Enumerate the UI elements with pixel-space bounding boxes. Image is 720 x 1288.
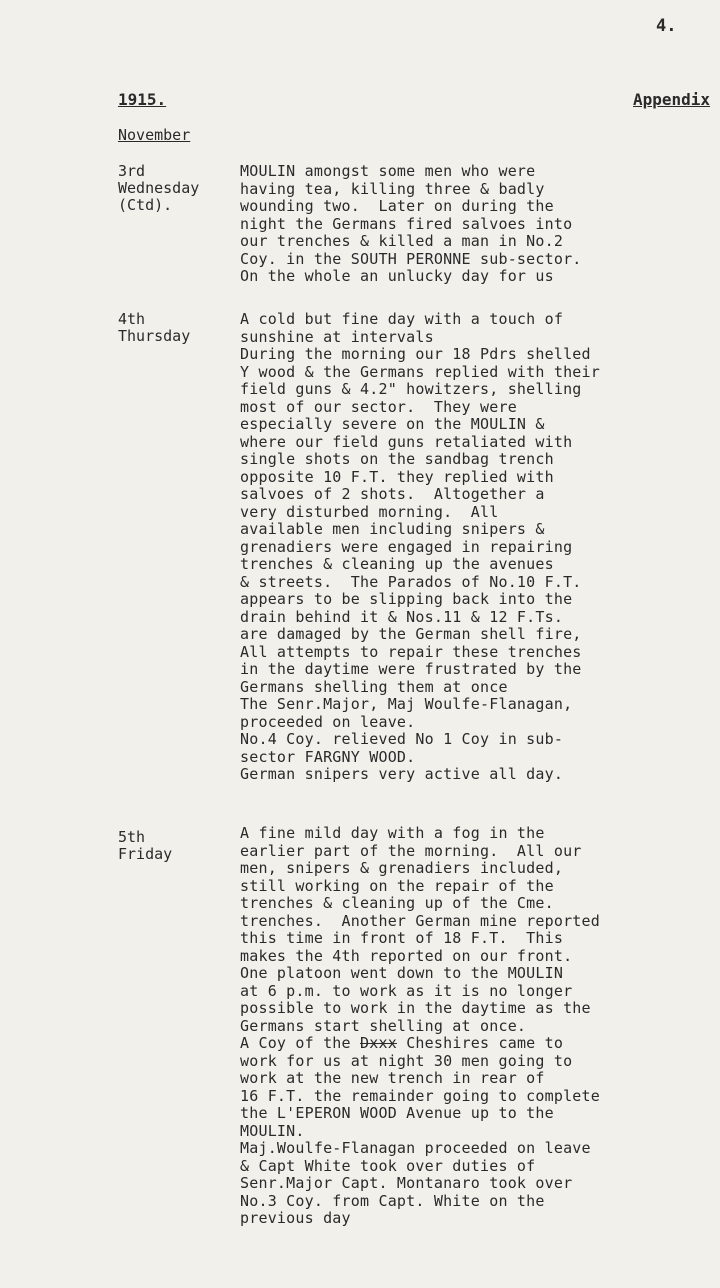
text-line: Thursday	[118, 327, 191, 346]
text-line: No.4 Coy. relieved No 1 Coy in sub-	[240, 730, 564, 748]
text-line: MOULIN amongst some men who were	[240, 162, 536, 180]
text-line: our trenches & killed a man in No.2	[240, 232, 564, 250]
text-line: grenadiers were engaged in repairing	[240, 537, 573, 556]
text-line: On the whole an unlucky day for us	[240, 267, 554, 285]
text-line: 16 F.T. the remainder going to complete	[240, 1086, 600, 1105]
text-line: Friday	[118, 845, 173, 864]
text-line: German snipers very active all day.	[240, 765, 564, 783]
text-line: Senr.Major Capt. Montanaro took over	[240, 1174, 573, 1192]
month-heading: November	[118, 126, 191, 144]
struck-word: Dxxx	[360, 1034, 397, 1052]
text-line: most of our sector. They were	[240, 397, 517, 416]
text-line: Maj.Woulfe-Flanagan proceeded on leave	[240, 1139, 591, 1157]
page-number: 4.	[656, 16, 677, 36]
text-line: trenches & cleaning up of the Cme.	[240, 894, 554, 912]
text-line: especially severe on the MOULIN &	[240, 415, 545, 433]
text-line: previous day	[240, 1209, 351, 1227]
text-line: night the Germans fired salvoes into	[240, 214, 573, 233]
text-line: drain behind it & Nos.11 & 12 F.Ts.	[240, 607, 564, 626]
text-line: work at the new trench in rear of	[240, 1069, 545, 1087]
text-line: No.3 Coy. from Capt. White on the	[240, 1191, 545, 1210]
text-line: opposite 10 F.T. they replied with	[240, 467, 554, 486]
text-line: & streets. The Parados of No.10 F.T.	[240, 572, 582, 591]
appendix-heading: Appendix	[633, 90, 711, 109]
text-line: trenches & cleaning up the avenues	[240, 555, 554, 573]
text-line: salvoes of 2 shots. Altogether a	[240, 485, 545, 503]
text-line: All attempts to repair these trenches	[240, 642, 582, 661]
text-line: makes the 4th reported on our front.	[240, 946, 573, 965]
entry-date	[118, 311, 190, 345]
text-line: Coy. in the SOUTH PERONNE sub-sector.	[240, 249, 582, 268]
text-line: Germans shelling them at once	[240, 677, 508, 696]
text-line: A Coy of the	[240, 1034, 351, 1052]
text-line: where our field guns retaliated with	[240, 432, 573, 451]
text-line: still working on the repair of the	[240, 876, 554, 895]
text-line: this time in front of 18 F.T. This	[240, 929, 564, 947]
text-line: Y wood & the Germans replied with their	[240, 362, 600, 381]
text-line: Wednesday	[118, 179, 200, 198]
text-line: trenches. Another German mine reported	[240, 911, 600, 930]
text-line: available men including snipers &	[240, 520, 545, 538]
text-line: very disturbed morning. All	[240, 502, 499, 521]
text-line: in the daytime were frustrated by the	[240, 660, 582, 678]
text-line: the L'EPERON WOOD Avenue up to the	[240, 1104, 554, 1122]
year-heading: 1915.	[118, 90, 167, 109]
text-line: MOULIN.	[240, 1121, 305, 1140]
entry-text	[240, 825, 600, 1228]
text-line: Cheshires came to	[406, 1034, 564, 1052]
entry-text	[240, 163, 582, 286]
text-line: men, snipers & grenadiers included,	[240, 859, 564, 877]
entry-date	[118, 829, 172, 863]
text-line: 3rd	[118, 162, 146, 180]
text-line: are damaged by the German shell fire,	[240, 625, 582, 643]
text-line: at 6 p.m. to work as it is no longer	[240, 981, 573, 1000]
text-line: 4th	[118, 310, 146, 328]
text-line: work for us at night 30 men going to	[240, 1051, 573, 1070]
text-line: One platoon went down to the MOULIN	[240, 964, 564, 982]
text-line: appears to be slipping back into the	[240, 590, 573, 608]
text-line: During the morning our 18 Pdrs shelled	[240, 345, 591, 363]
text-line: sector FARGNY WOOD.	[240, 747, 416, 766]
text-line: Germans start shelling at once.	[240, 1016, 527, 1035]
text-line: A cold but fine day with a touch of	[240, 310, 564, 328]
text-line: possible to work in the daytime as the	[240, 999, 591, 1017]
text-line: proceeded on leave.	[240, 712, 416, 731]
text-line: 5th	[118, 828, 146, 846]
text-line: (Ctd).	[118, 196, 173, 215]
text-line: earlier part of the morning. All our	[240, 841, 582, 860]
entry-text	[240, 311, 600, 784]
text-line: field guns & 4.2" howitzers, shelling	[240, 380, 582, 398]
text-line: single shots on the sandbag trench	[240, 450, 554, 468]
text-line: A fine mild day with a fog in the	[240, 824, 545, 842]
entry-date	[118, 163, 199, 215]
text-line: having tea, killing three & badly	[240, 179, 545, 198]
text-line: The Senr.Major, Maj Woulfe-Flanagan,	[240, 695, 573, 713]
text-line: sunshine at intervals	[240, 327, 434, 346]
text-line: wounding two. Later on during the	[240, 197, 554, 215]
text-line: & Capt White took over duties of	[240, 1156, 536, 1175]
